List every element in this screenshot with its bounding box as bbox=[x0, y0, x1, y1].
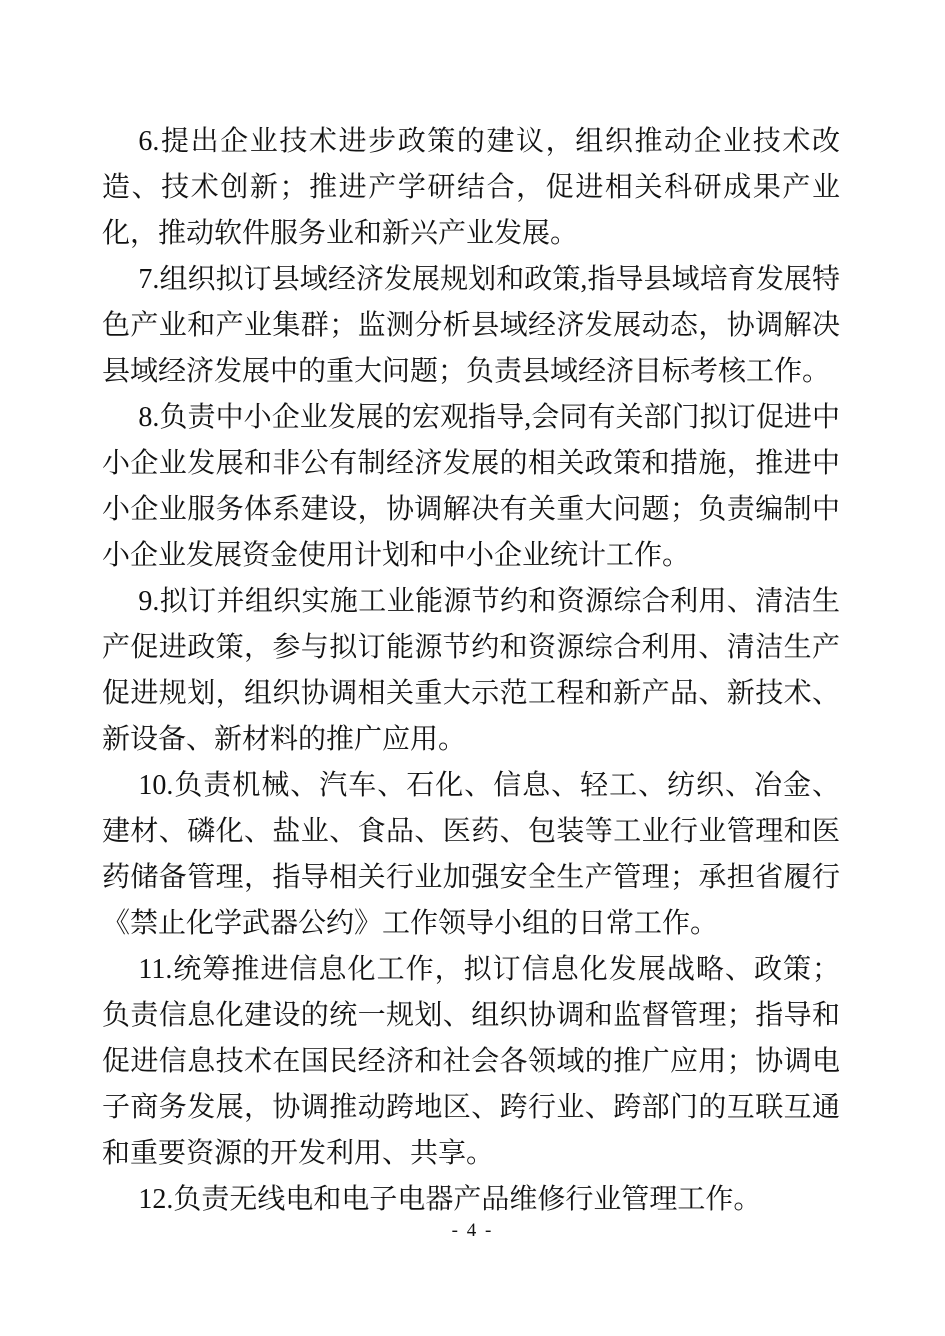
document-paragraph-item-12: 12.负责无线电和电子电器产品维修行业管理工作。 bbox=[138, 1184, 762, 1215]
document-paragraph-item-6: 6.提出企业技术进步政策的建议，组织推动企业技术改造、技术创新；推进产学研结合，促进相关科研成果产业化，推动软件服务业和新兴产业发展。 bbox=[102, 126, 840, 249]
document-body bbox=[102, 119, 840, 1223]
document-paragraph-item-8: 8.负责中小企业发展的宏观指导,会同有关部门拟订促进中小企业发展和非公有制经济发展的相关政策和措施，推进中小企业服务体系建设，协调解决有关重大问题；负责编制中小企业发展资金使用计划和中小企业统计工作。 bbox=[102, 402, 840, 571]
document-paragraph-item-7: 7.组织拟订县域经济发展规划和政策,指导县域培育发展特色产业和产业集群；监测分析县域经济发展动态，协调解决县域经济发展中的重大问题；负责县域经济目标考核工作。 bbox=[102, 264, 840, 387]
page-number: - 4 - bbox=[451, 1220, 494, 1241]
document-paragraph-item-11: 11.统筹推进信息化工作，拟订信息化发展战略、政策；负责信息化建设的统一规划、组织协调和监督管理；指导和促进信息技术在国民经济和社会各领域的推广应用；协调电子商务发展，协调推动跨地区、跨行业、跨部门的互联互通和重要资源的开发利用、共享。 bbox=[102, 954, 840, 1169]
document-paragraph-item-9: 9.拟订并组织实施工业能源节约和资源综合利用、清洁生产促进政策，参与拟订能源节约和资源综合利用、清洁生产促进规划，组织协调相关重大示范工程和新产品、新技术、新设备、新材料的推广应用。 bbox=[102, 586, 840, 755]
document-paragraph-item-10: 10.负责机械、汽车、石化、信息、轻工、纺织、冶金、建材、磷化、盐业、食品、医药、包装等工业行业管理和医药储备管理，指导相关行业加强安全生产管理；承担省履行《禁止化学武器公约》工作领导小组的日常工作。 bbox=[102, 770, 840, 939]
